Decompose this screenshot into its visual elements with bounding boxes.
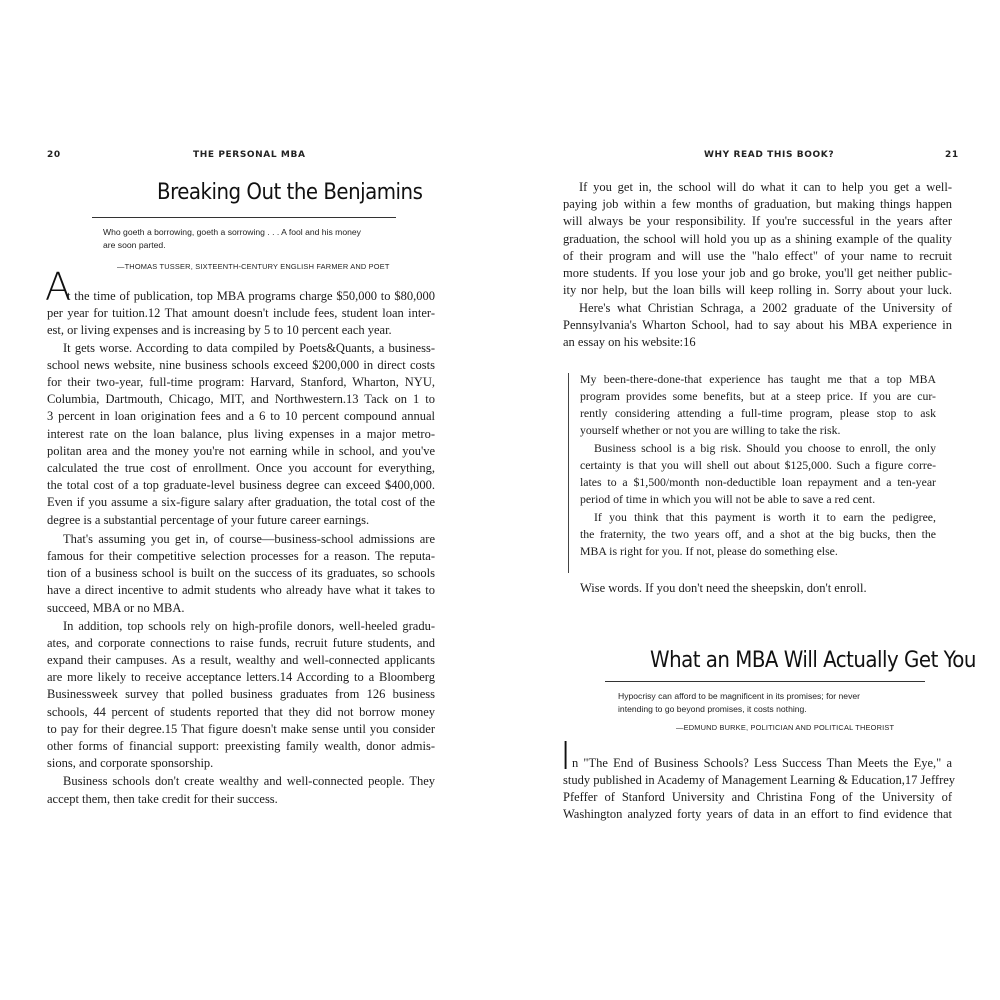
right-page <box>500 0 1000 1000</box>
quote-line: Business school is a big risk. Should you choose to enroll, the only <box>594 441 936 455</box>
right-running-title: WHY READ THIS BOOK? <box>704 150 835 160</box>
epigraph-line: are soon parted. <box>103 240 166 250</box>
body-line: 3 percent in loan origination fees and a 6 to 10 percent compound annual <box>47 409 435 423</box>
body-line: for their two-year, full-time program: Harvard, Stanford, Wharton, NYU, <box>47 375 435 389</box>
quote-line: program provides some benefits, but at a steep price. If you are cur- <box>580 389 936 403</box>
body-line: to pay for their degree.15 That figure doesn't make sense until you consider <box>47 722 435 736</box>
section-rule <box>92 217 396 218</box>
body-line: ates, and corporate connections to raise funds, recruit future students, and <box>47 636 435 650</box>
left-running-title: THE PERSONAL MBA <box>193 150 306 160</box>
body-line: ity nor help, but the loan bills will keep rolling in. Sorry about your luck. <box>563 283 952 297</box>
body-line: accept them, then take credit for their success. <box>47 792 278 806</box>
body-line: paying job within a few months of graduation, but making things happen <box>563 197 952 211</box>
body-line: school news website, nine business schools exceed $200,000 in direct costs <box>47 358 435 372</box>
body-line: expand their campuses. As a result, wealthy and well-connected applicants <box>47 653 435 667</box>
epigraph-line: intending to go beyond promises, it costs nothing. <box>618 704 807 714</box>
quote-bar <box>568 373 569 573</box>
body-line: est, or living expenses and is increasing by 5 to 10 percent each year. <box>47 323 392 337</box>
epigraph <box>618 690 860 716</box>
epigraph-line: Hypocrisy can afford to be magnificent in its promises; for never <box>618 691 861 701</box>
body-line: That's assuming you get in, of course—business-school admissions are <box>63 532 435 546</box>
body-line: degree is a substantial percentage of your future career earnings. <box>47 513 370 527</box>
body-line: Here's what Christian Schraga, a 2002 graduate of the University of <box>579 301 952 315</box>
body-line: of their program and will use the "halo effect" of your name to recruit <box>563 249 952 263</box>
body-line: In addition, top schools rely on high-profile donors, well-heeled gradu- <box>63 619 435 633</box>
body-line: famous for their competitive selection processes for a reason. The reputa- <box>47 549 435 563</box>
body-line: an essay on his website:16 <box>563 335 696 349</box>
body-line: t the time of publication, top MBA programs charge $50,000 to $80,000 <box>67 289 435 303</box>
drop-cap: A <box>45 265 71 309</box>
body-line: Columbia, Dartmouth, Chicago, MIT, and Northwestern.13 Tack on 1 to <box>47 392 435 406</box>
body-line: Pennsylvania's Wharton School, had to say about his MBA experience in <box>563 318 952 332</box>
quote-line: If you think that this payment is worth it to earn the pedigree, <box>594 510 936 524</box>
body-line: succeed, MBA or no MBA. <box>47 601 185 615</box>
body-line: Businessweek survey that polled business graduates from 126 business <box>47 687 435 701</box>
body-line: have a direct incentive to admit students who already have what it takes to <box>47 583 435 597</box>
quote-line: My been-there-done-that experience has taught me that a top MBA <box>580 372 936 386</box>
body-line: Even if you assume a six-figure salary after graduation, the total cost of the <box>47 495 435 509</box>
quote-line: period of time in which you will not be able to save a red cent. <box>580 492 876 506</box>
body-line: more students. If you lose your job and go broke, you'll get neither public- <box>563 266 952 280</box>
body-line: politan area and the money you're not earning while in school, and you've <box>47 444 435 458</box>
quote-line: the fraternity, the two years off, and a shot at the big bucks, then the <box>580 527 936 541</box>
quote-line: lates to a $1,500/month non-deductible loan repayment and a ten-year <box>580 475 936 489</box>
body-line: graduation, the school will hold you up as a shining example of the quality <box>563 232 952 246</box>
body-line: sions, and corporate sponsorship. <box>47 756 214 770</box>
body-line: study published in Academy of Management Learning & Education,17 Jeffrey <box>563 773 956 787</box>
section-title-mba: What an MBA Will Actually Get You <box>650 648 976 673</box>
body-line: Pfeffer of Stanford University and Christina Fong of the University of <box>563 790 952 804</box>
body-line: will always be your responsibility. If you're successful in the years after <box>563 214 952 228</box>
right-page-number: 21 <box>945 150 959 160</box>
body-line: schools, 44 percent of students reported that they did not borrow money <box>47 705 435 719</box>
body-line: other forms of financial support: preexisting family wealth, donor admis- <box>47 739 435 753</box>
drop-cap: I <box>560 734 572 778</box>
body-line: n "The End of Business Schools? Less Success Than Meets the Eye," a <box>572 756 952 770</box>
body-line: Wise words. If you don't need the sheepskin, don't enroll. <box>580 581 867 595</box>
body-line: tion of a business school is built on the success of its graduates, so schools <box>47 566 435 580</box>
epigraph-attribution: —THOMAS TUSSER, SIXTEENTH-CENTURY ENGLISH FARMER AND POET <box>117 262 390 271</box>
left-page-number: 20 <box>47 150 61 160</box>
body-line: the total cost of a top graduate-level business degree can exceed $400,000. <box>47 478 435 492</box>
epigraph-attribution: —EDMUND BURKE, POLITICIAN AND POLITICAL THEORIST <box>676 723 895 732</box>
section-rule <box>605 681 925 682</box>
quote-line: certainty is that you will shell out about $125,000. Such a figure corre- <box>580 458 936 472</box>
epigraph-line: Who goeth a borrowing, goeth a sorrowing . . . A fool and his money <box>103 227 361 237</box>
body-line: are more likely to receive acceptance letters.14 According to a Bloomberg <box>47 670 435 684</box>
quote-line: MBA is right for you. If not, please do something else. <box>580 544 838 558</box>
body-line: If you get in, the school will do what it can to help you get a well- <box>579 180 952 194</box>
body-line: interest rate on the loan balance, plus living expenses in a major metro- <box>47 427 435 441</box>
quote-line: rently considering attending a full-time program, please stop to ask <box>580 406 936 420</box>
body-line: per year for tuition.12 That amount doesn't include fees, student loan inter- <box>47 306 435 320</box>
epigraph <box>103 226 361 252</box>
body-line: Business schools don't create wealthy and well-connected people. They <box>63 774 435 788</box>
quote-line: yourself whether or not you are willing to take the risk. <box>580 423 841 437</box>
body-line: Washington analyzed forty years of data in an effort to find evidence that <box>563 807 952 821</box>
body-line: It gets worse. According to data compiled by Poets&Quants, a business- <box>63 341 435 355</box>
body-line: calculated the true cost of enrollment. Once you account for everything, <box>47 461 435 475</box>
section-title-benjamins: Breaking Out the Benjamins <box>157 180 423 205</box>
